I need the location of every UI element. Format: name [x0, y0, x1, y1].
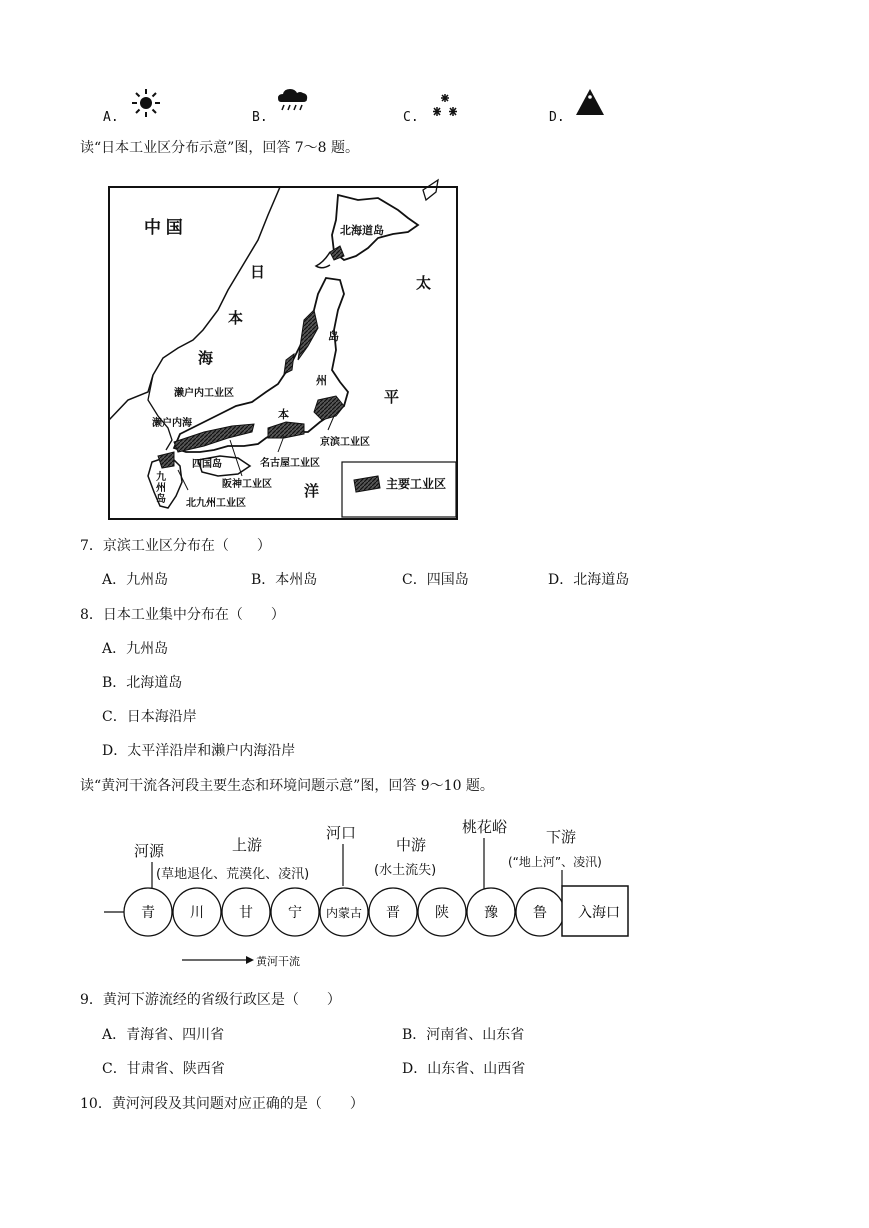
- map-label-kyushu-3: 岛: [156, 494, 166, 505]
- map-label-zhou: 州: [316, 375, 327, 387]
- map-label-yang: 洋: [304, 483, 320, 500]
- q9-option-c[interactable]: C．甘肃省、陕西省: [102, 1061, 225, 1077]
- q7-option-b[interactable]: B．本州岛: [251, 572, 318, 588]
- sun-icon: [131, 88, 161, 118]
- river-xiayou: 下游: [546, 828, 577, 846]
- river-mouth: 入海口: [578, 905, 620, 921]
- map-label-hokkaido: 北海道岛: [340, 225, 384, 237]
- river-shangyou: 上游: [232, 836, 263, 854]
- map-legend-label: 主要工业区: [386, 477, 447, 491]
- q7-option-d[interactable]: D．北海道岛: [548, 572, 630, 588]
- river-flow-label: 黄河干流: [256, 955, 300, 968]
- province-label: 豫: [484, 905, 498, 921]
- map-label-kitakyushu: 北九州工业区: [186, 498, 246, 509]
- option-d-label: D.: [549, 110, 565, 125]
- snow-icon: [430, 93, 460, 119]
- river-taohuayu: 桃花峪: [462, 818, 508, 836]
- map-label-kyushu-2: 州: [156, 483, 166, 494]
- map-label-nagoya: 名古屋工业区: [260, 458, 320, 469]
- map-label-ping: 平: [384, 389, 400, 406]
- q8-option-c[interactable]: C．日本海沿岸: [102, 709, 197, 725]
- river-zhongyou-issue: (水土流失): [374, 863, 437, 878]
- river-heyuan: 河源: [134, 842, 165, 860]
- province-label: 川: [190, 905, 204, 921]
- river-zhongyou: 中游: [396, 836, 427, 854]
- map-label-hai: 海: [198, 350, 214, 367]
- map-label-keihin: 京滨工业区: [320, 437, 370, 448]
- option-b-label: B.: [252, 110, 268, 125]
- q7-stem: 7．京滨工业区分布在（ ）: [80, 538, 271, 554]
- q7-option-c[interactable]: C．四国岛: [402, 572, 469, 588]
- province-label: 甘: [239, 905, 253, 921]
- q8-option-d[interactable]: D．太平洋沿岸和濑户内海沿岸: [102, 743, 296, 759]
- mountain-icon: [575, 88, 605, 116]
- map-label-kyushu-1: 九: [156, 472, 166, 483]
- q9-option-a[interactable]: A．青海省、四川省: [102, 1027, 225, 1043]
- map-label-china: 中 国: [144, 218, 183, 237]
- river-hekou: 河口: [326, 824, 357, 842]
- province-label: 内蒙古: [325, 906, 363, 920]
- map-label-hanshin: 阪神工业区: [222, 479, 272, 490]
- province-label: 晋: [386, 905, 400, 921]
- q9-option-b[interactable]: B．河南省、山东省: [402, 1027, 525, 1043]
- map-label-ben2: 本: [278, 409, 289, 421]
- q8-option-a[interactable]: A．九州岛: [102, 641, 169, 657]
- map-label-shikoku: 四国岛: [192, 459, 222, 470]
- province-label: 青: [141, 905, 155, 921]
- q8-stem: 8．日本工业集中分布在（ ）: [80, 607, 285, 623]
- map-label-tai: 太: [416, 275, 432, 292]
- option-a-label: A.: [103, 110, 119, 125]
- province-label: 宁: [288, 905, 302, 921]
- province-label: 陕: [435, 905, 449, 921]
- intro-yellow-river: 读“黄河干流各河段主要生态和环境问题示意”图，回答 9～10 题。: [80, 778, 494, 794]
- japan-industrial-map: [108, 170, 458, 520]
- map-label-ri: 日: [250, 264, 266, 281]
- province-label: 鲁: [533, 905, 547, 921]
- map-label-dao: 岛: [328, 331, 339, 343]
- map-label-setouchi-zone: 濑户内工业区: [174, 388, 234, 399]
- q10-stem: 10．黄河河段及其问题对应正确的是（ ）: [80, 1096, 364, 1112]
- yellow-river-diagram: [100, 810, 640, 970]
- river-shangyou-issue: (草地退化、荒漠化、凌汛): [156, 867, 310, 882]
- map-label-ben: 本: [228, 310, 244, 327]
- q7-option-a[interactable]: A．九州岛: [102, 572, 169, 588]
- river-xiayou-issue: (“地上河”、凌汛): [508, 855, 602, 869]
- map-label-setouchi-sea: 濑户内海: [152, 418, 192, 429]
- intro-japan-map: 读“日本工业区分布示意”图，回答 7～8 题。: [80, 140, 360, 156]
- q9-option-d[interactable]: D．山东省、山西省: [402, 1061, 526, 1077]
- q8-option-b[interactable]: B．北海道岛: [102, 675, 183, 691]
- q9-stem: 9．黄河下游流经的省级行政区是（ ）: [80, 992, 341, 1008]
- rain-cloud-icon: [276, 88, 310, 114]
- option-c-label: C.: [403, 110, 419, 125]
